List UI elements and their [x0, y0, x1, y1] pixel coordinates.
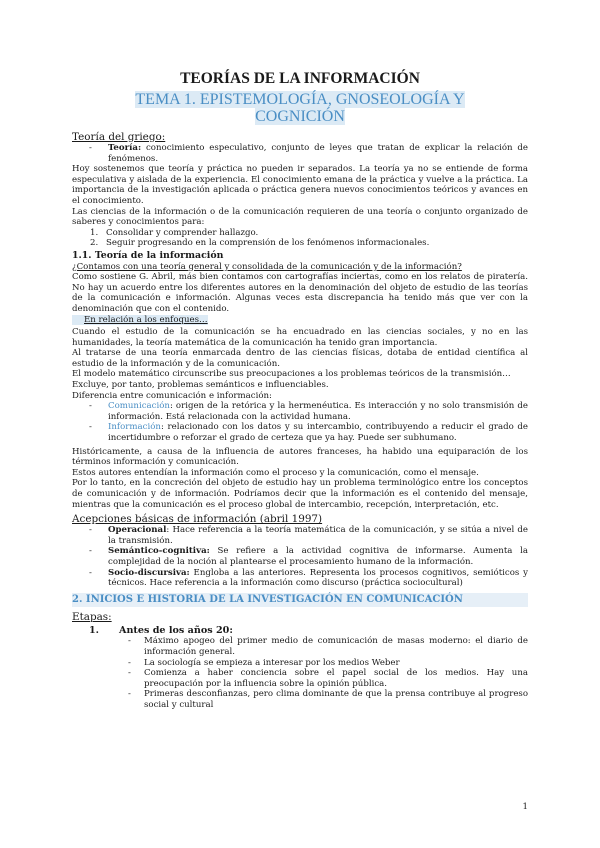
- list-item: 1. Consolidar y comprender hallazgo.: [90, 227, 259, 238]
- section-question: ¿Contamos con una teoría general y consolidada de la comunicación y de la información?: [72, 261, 462, 272]
- enfoques-heading: En relación a los enfoques…: [72, 315, 528, 326]
- page-number: 1: [522, 802, 528, 812]
- section-2-heading: 2. INICIOS E HISTORIA DE LA INVESTIGACIÓN EN COMUNICACIÓN: [72, 593, 528, 607]
- numbered-list: [72, 228, 528, 249]
- etapa-1-list: [72, 636, 528, 710]
- list-item: - La sociología se empieza a interesar por los medios Weber: [72, 658, 528, 669]
- paragraph: Como sostiene G. Abril, más bien contamos con cartografías inciertas, como en los relatos de piratería. No hay un acuerdo entre los diferentes autores en la denominación del objeto de estudio de las teorías de la comunicación e información. Algunas veces esta discrepancia ha tenido más que ver con la denominación que con el contenido.: [72, 272, 528, 314]
- list-item: - Información: relacionado con los datos y su intercambio, contribuyendo a reducir el grado de incertidumbre o reforzar el grado de certeza que ya hay. Puede ser subhumano.: [72, 422, 528, 443]
- list-item: - Semántico-cognitiva: Se refiere a la actividad cognitiva de informarse. Aumenta la complejidad de la noción al plantearse el procesamiento humano de la información.: [72, 546, 528, 567]
- list-item: - Comunicación: origen de la retórica y la hermenéutica. Es interacción y no solo transmisión de información. Está relacionada con la actividad humana.: [72, 401, 528, 422]
- paragraph: Las ciencias de la información o de la comunicación requieren de una teoría o conjunto organizado de saberes y conocimientos para:: [72, 206, 528, 228]
- paragraph: Diferencia entre comunicación e información:: [72, 390, 272, 401]
- paragraph: Hoy sostenemos que teoría y práctica no pueden ir separados. La teoría ya no se entiende de forma especulativa y aislada de la experiencia. El conocimiento emana de la práctica y vuelve a la práctica. La importancia de la investigación aplicada o práctica genera nuevos conocimientos teóricos y avances en el conocimiento.: [72, 164, 528, 206]
- list-item: - Operacional: Hace referencia a la teoría matemática de la comunicación, y se sitúa a nivel de la transmisión.: [72, 525, 528, 546]
- diferencia-list: [72, 401, 528, 443]
- paragraph: Por lo tanto, en la concreción del objeto de estudio hay un problema terminológico entre los conceptos de comunicación y de información. Podríamos decir que la información es el contenido del mensaje, mientras que la comunicación es el proceso global de intercambio, recepción, interpretación, etc.: [72, 478, 528, 510]
- list-item: - Primeras desconfianzas, pero clima dominante de que la prensa contribuye al progreso social y cultural: [72, 689, 528, 710]
- document-page: [72, 70, 528, 711]
- list-item: - Teoría: conocimiento especulativo, conjunto de leyes que tratan de explicar la relación de fenómenos.: [72, 143, 528, 164]
- list-item: 2. Seguir progresando en la comprensión de los fenómenos informacionales.: [90, 238, 430, 249]
- paragraph: Cuando el estudio de la comunicación se ha encuadrado en las ciencias sociales, y no en las humanidades, la teoría matemática de la comunicación ha tenido gran importancia.: [72, 327, 528, 348]
- tema-heading: TEMA 1. EPISTEMOLOGÍA, GNOSEOLOGÍA Y COGNICIÓN: [135, 91, 465, 125]
- paragraph: Al tratarse de una teoría enmarcada dentro de las ciencias físicas, dotaba de entidad científica al estudio de la información y de la comunicación.: [72, 348, 528, 369]
- paragraph: Estos autores entendían la información como el proceso y la comunicación, como el mensaje.: [72, 467, 479, 478]
- paragraph: Excluye, por tanto, problemas semánticos e influenciables.: [72, 380, 329, 391]
- document-title: TEORÍAS DE LA INFORMACIÓN: [180, 70, 420, 87]
- etapas-heading: Etapas:: [72, 610, 112, 623]
- acepciones-heading: Acepciones básicas de información (abril 1997): [72, 513, 323, 526]
- list-item: - Socio-discursiva: Engloba a las anteriores. Representa los procesos cognitivos, semióticos y técnicos. Hace referencia a la información como discurso (práctica sociocultural): [72, 568, 528, 589]
- list-item: - Máximo apogeo del primer medio de comunicación de masas moderno: el diario de información general.: [72, 636, 528, 657]
- section-heading: 1.1. Teoría de la información: [72, 249, 224, 261]
- paragraph: Históricamente, a causa de la influencia de autores franceses, ha habido una equiparación de los términos información y comunicación.: [72, 446, 528, 468]
- list-item: - Comienza a haber conciencia sobre el papel social de los medios. Hay una preocupación por la influencia sobre la opinión pública.: [72, 668, 528, 689]
- paragraph: El modelo matemático circunscribe sus preocupaciones a los problemas teóricos de la transmisión…: [72, 369, 511, 380]
- griego-heading: Teoría del griego:: [72, 131, 166, 143]
- griego-list: [72, 143, 528, 164]
- acepciones-list: [72, 525, 528, 589]
- etapa-1: 1. Antes de los años 20:: [72, 626, 528, 637]
